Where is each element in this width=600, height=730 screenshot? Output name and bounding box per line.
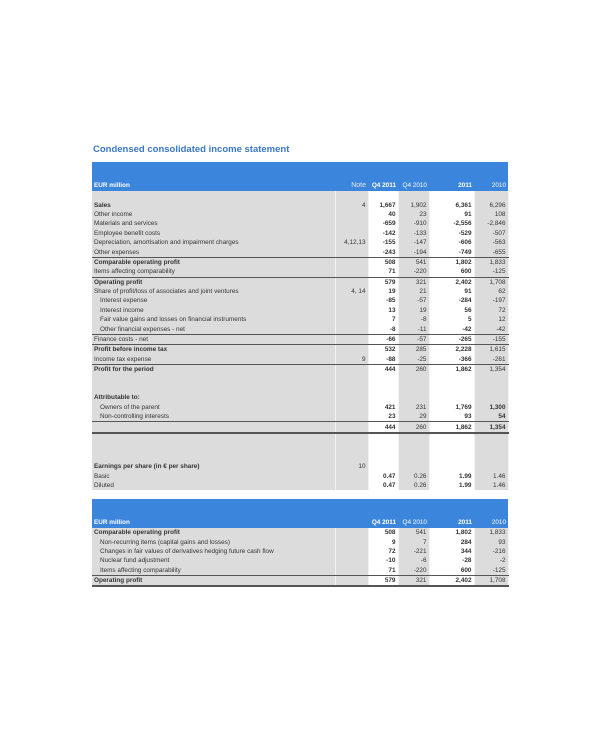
row-2010: 1,708 xyxy=(474,575,508,586)
row-note xyxy=(335,315,368,324)
row-note xyxy=(335,393,368,402)
row-note xyxy=(335,422,368,433)
row-label: Finance costs - net xyxy=(92,334,335,344)
table-row xyxy=(92,229,508,238)
header-q4-2010: Q4 2010 xyxy=(398,162,429,191)
row-2011: 1,862 xyxy=(429,365,474,375)
row-label: Employee benefit costs xyxy=(92,229,335,238)
row-q4-2010: -910 xyxy=(398,219,429,228)
header-2010: 2010 xyxy=(474,162,508,191)
row-label: Income tax expense xyxy=(92,355,335,365)
row-label: Profit for the period xyxy=(92,365,335,375)
row-q4-2010: -57 xyxy=(398,334,429,344)
row-2011: 344 xyxy=(429,547,474,556)
row-2011: -284 xyxy=(429,296,474,305)
table-row xyxy=(92,556,508,565)
row-note xyxy=(335,324,368,334)
header-q4-2010: Q4 2010 xyxy=(398,499,429,528)
row-2010: -197 xyxy=(474,296,508,305)
row-note xyxy=(335,210,368,219)
row-q4-2010: -57 xyxy=(398,296,429,305)
row-note xyxy=(335,412,368,422)
header-label: EUR million xyxy=(92,499,335,528)
row-q4-2011: 421 xyxy=(368,403,398,412)
row-q4-2011: -142 xyxy=(368,229,398,238)
row-q4-2011: 71 xyxy=(368,267,398,277)
row-q4-2011: -66 xyxy=(368,334,398,344)
row-label: Basic xyxy=(92,471,335,480)
row-q4-2011: -659 xyxy=(368,219,398,228)
row-label: Depreciation, amortisation and impairment charges xyxy=(92,238,335,247)
table-row xyxy=(92,324,508,334)
row-note xyxy=(335,334,368,344)
row-q4-2010: 7 xyxy=(398,537,429,546)
row-label: Other expenses xyxy=(92,247,335,257)
row-note xyxy=(335,247,368,257)
table-row xyxy=(92,334,508,344)
header-label: EUR million xyxy=(92,162,335,191)
row-2011 xyxy=(429,462,474,471)
row-note xyxy=(335,219,368,228)
header-note: Note xyxy=(335,162,368,191)
row-q4-2010: 321 xyxy=(398,277,429,287)
row-2011: 600 xyxy=(429,267,474,277)
row-2011: -42 xyxy=(429,324,474,334)
row-label: Attributable to: xyxy=(92,393,335,402)
row-q4-2011: -243 xyxy=(368,247,398,257)
row-label: Items affecting comparability xyxy=(92,267,335,277)
row-2010: -125 xyxy=(474,267,508,277)
row-2010: -2 xyxy=(474,556,508,565)
row-q4-2010: 231 xyxy=(398,403,429,412)
row-q4-2011 xyxy=(368,393,398,402)
row-q4-2010: 21 xyxy=(398,287,429,296)
table-row xyxy=(92,238,508,247)
row-q4-2011: -88 xyxy=(368,355,398,365)
row-2011: -2,556 xyxy=(429,219,474,228)
row-q4-2011: -155 xyxy=(368,238,398,247)
table-row xyxy=(92,247,508,257)
row-q4-2011: 40 xyxy=(368,210,398,219)
spacer-row xyxy=(92,384,508,393)
row-q4-2011: 0.47 xyxy=(368,471,398,480)
row-2011: 1,769 xyxy=(429,403,474,412)
table-row xyxy=(92,287,508,296)
row-q4-2010: -133 xyxy=(398,229,429,238)
row-q4-2010: 23 xyxy=(398,210,429,219)
row-2011: 1,862 xyxy=(429,422,474,433)
header-2011: 2011 xyxy=(429,162,474,191)
row-2010: 93 xyxy=(474,537,508,546)
row-2010: 1,615 xyxy=(474,345,508,355)
row-label: Owners of the parent xyxy=(92,403,335,412)
table-row xyxy=(92,306,508,315)
row-2010 xyxy=(474,462,508,471)
row-note xyxy=(335,306,368,315)
row-2011: -749 xyxy=(429,247,474,257)
row-q4-2011: 23 xyxy=(368,412,398,422)
row-2010: 62 xyxy=(474,287,508,296)
table-header-row xyxy=(92,162,508,191)
row-2010 xyxy=(474,393,508,402)
table-row xyxy=(92,575,508,586)
row-q4-2011: -10 xyxy=(368,556,398,565)
row-2011: 284 xyxy=(429,537,474,546)
row-label: Fair value gains and losses on financial instruments xyxy=(92,315,335,324)
row-2010: -2,846 xyxy=(474,219,508,228)
row-q4-2010: 541 xyxy=(398,257,429,267)
row-q4-2011: 444 xyxy=(368,365,398,375)
row-2011: 1,802 xyxy=(429,528,474,537)
row-q4-2011: 579 xyxy=(368,575,398,586)
row-q4-2010: 260 xyxy=(398,422,429,433)
row-q4-2011 xyxy=(368,462,398,471)
row-label: Interest income xyxy=(92,306,335,315)
table-row xyxy=(92,481,508,490)
row-note: 4,12,13 xyxy=(335,238,368,247)
row-2010: 1.46 xyxy=(474,471,508,480)
row-note: 4, 14 xyxy=(335,287,368,296)
row-q4-2011: 579 xyxy=(368,277,398,287)
table-row xyxy=(92,547,508,556)
row-note xyxy=(335,481,368,490)
row-note: 10 xyxy=(335,462,368,471)
row-q4-2011: 7 xyxy=(368,315,398,324)
row-2010: 1,708 xyxy=(474,277,508,287)
row-q4-2010: 19 xyxy=(398,306,429,315)
table-row xyxy=(92,537,508,546)
row-2011: -265 xyxy=(429,334,474,344)
row-label: Comparable operating profit xyxy=(92,257,335,267)
row-2011: 93 xyxy=(429,412,474,422)
row-note xyxy=(335,537,368,546)
row-2011: 91 xyxy=(429,210,474,219)
row-2011: 2,402 xyxy=(429,575,474,586)
row-2011: 2,228 xyxy=(429,345,474,355)
row-q4-2010: 0.26 xyxy=(398,471,429,480)
table-row xyxy=(92,393,508,402)
row-q4-2011: 0.47 xyxy=(368,481,398,490)
table-row xyxy=(92,471,508,480)
row-2010: -507 xyxy=(474,229,508,238)
row-note xyxy=(335,229,368,238)
row-q4-2011: -85 xyxy=(368,296,398,305)
row-2011: -28 xyxy=(429,556,474,565)
row-2011: 1.99 xyxy=(429,471,474,480)
header-2010: 2010 xyxy=(474,499,508,528)
row-label: Diluted xyxy=(92,481,335,490)
row-2011: 1,802 xyxy=(429,257,474,267)
row-q4-2011: 508 xyxy=(368,257,398,267)
row-2011: 5 xyxy=(429,315,474,324)
row-q4-2011: 72 xyxy=(368,547,398,556)
table-row xyxy=(92,315,508,324)
row-note xyxy=(335,403,368,412)
table-row xyxy=(92,412,508,422)
row-q4-2010: -147 xyxy=(398,238,429,247)
row-2011: -366 xyxy=(429,355,474,365)
table-row xyxy=(92,528,508,537)
row-q4-2011: 19 xyxy=(368,287,398,296)
row-2010: 72 xyxy=(474,306,508,315)
row-label: Share of profit/loss of associates and joint ventures xyxy=(92,287,335,296)
row-note xyxy=(335,471,368,480)
row-label: Items affecting comparability xyxy=(92,566,335,576)
row-note xyxy=(335,257,368,267)
spacer-row xyxy=(92,443,508,452)
row-q4-2011: 444 xyxy=(368,422,398,433)
table-row xyxy=(92,566,508,576)
row-q4-2010: 541 xyxy=(398,528,429,537)
row-note xyxy=(335,296,368,305)
row-2010: 1,354 xyxy=(474,365,508,375)
table-row xyxy=(92,257,508,267)
row-2011: -606 xyxy=(429,238,474,247)
header-note xyxy=(335,499,368,528)
row-2010: 12 xyxy=(474,315,508,324)
row-note xyxy=(335,277,368,287)
table-row xyxy=(92,462,508,471)
row-q4-2010: 260 xyxy=(398,365,429,375)
table-row xyxy=(92,355,508,365)
row-note xyxy=(335,267,368,277)
row-q4-2011: 508 xyxy=(368,528,398,537)
row-label: Sales xyxy=(92,200,335,209)
row-label: Other financial expenses - net xyxy=(92,324,335,334)
row-q4-2010: -221 xyxy=(398,547,429,556)
header-2011: 2011 xyxy=(429,499,474,528)
row-2011: 600 xyxy=(429,566,474,576)
table-row xyxy=(92,422,508,433)
row-2010: 1,354 xyxy=(474,422,508,433)
row-q4-2010: -220 xyxy=(398,267,429,277)
table-row xyxy=(92,267,508,277)
table-row xyxy=(92,219,508,228)
row-2010: -655 xyxy=(474,247,508,257)
row-q4-2011: 532 xyxy=(368,345,398,355)
row-label: Non-recurring items (capital gains and losses) xyxy=(92,537,335,546)
row-q4-2010: 321 xyxy=(398,575,429,586)
row-note xyxy=(335,556,368,565)
row-2011: 56 xyxy=(429,306,474,315)
row-q4-2011: 1,667 xyxy=(368,200,398,209)
row-2011: -529 xyxy=(429,229,474,238)
row-2010: -563 xyxy=(474,238,508,247)
row-q4-2010: 29 xyxy=(398,412,429,422)
row-label: Nuclear fund adjustment xyxy=(92,556,335,565)
table-row xyxy=(92,403,508,412)
row-label: Other income xyxy=(92,210,335,219)
row-note xyxy=(335,547,368,556)
row-q4-2011: 13 xyxy=(368,306,398,315)
row-q4-2010: -8 xyxy=(398,315,429,324)
table-row xyxy=(92,277,508,287)
row-2011: 6,361 xyxy=(429,200,474,209)
row-q4-2010: -194 xyxy=(398,247,429,257)
table-row xyxy=(92,200,508,209)
row-2011: 2,402 xyxy=(429,277,474,287)
row-q4-2010: 285 xyxy=(398,345,429,355)
row-2010: -42 xyxy=(474,324,508,334)
row-q4-2010 xyxy=(398,393,429,402)
header-q4-2011: Q4 2011 xyxy=(368,162,398,191)
row-2010: 1,833 xyxy=(474,528,508,537)
header-q4-2011: Q4 2011 xyxy=(368,499,398,528)
row-2010: -155 xyxy=(474,334,508,344)
row-label: Profit before income tax xyxy=(92,345,335,355)
row-q4-2010: -220 xyxy=(398,566,429,576)
spacer-row xyxy=(92,374,508,383)
row-label: Operating profit xyxy=(92,277,335,287)
row-2011: 91 xyxy=(429,287,474,296)
row-q4-2011: -8 xyxy=(368,324,398,334)
row-note xyxy=(335,528,368,537)
operating-profit-reconciliation-table xyxy=(92,499,509,587)
row-2010: -261 xyxy=(474,355,508,365)
table-row xyxy=(92,210,508,219)
row-2010: 54 xyxy=(474,412,508,422)
row-note xyxy=(335,365,368,375)
table-row xyxy=(92,345,508,355)
row-note: 9 xyxy=(335,355,368,365)
row-label: Changes in fair values of derivatives hedging future cash flow xyxy=(92,547,335,556)
row-2010: -125 xyxy=(474,566,508,576)
row-2010: 108 xyxy=(474,210,508,219)
income-statement-table xyxy=(92,162,509,490)
row-label: Non-controlling interests xyxy=(92,412,335,422)
row-2010: 1,300 xyxy=(474,403,508,412)
row-note xyxy=(335,345,368,355)
row-label: Earnings per share (in € per share) xyxy=(92,462,335,471)
row-label xyxy=(92,422,335,433)
row-label: Interest expense xyxy=(92,296,335,305)
row-2010: 1,833 xyxy=(474,257,508,267)
row-q4-2010 xyxy=(398,462,429,471)
spacer-row xyxy=(92,191,508,200)
row-q4-2010: 0.26 xyxy=(398,481,429,490)
table-header-row xyxy=(92,499,508,528)
row-2010: 6,296 xyxy=(474,200,508,209)
row-q4-2011: 9 xyxy=(368,537,398,546)
row-q4-2010: -25 xyxy=(398,355,429,365)
row-q4-2010: -11 xyxy=(398,324,429,334)
row-note xyxy=(335,566,368,576)
row-label: Operating profit xyxy=(92,575,335,586)
table-row xyxy=(92,365,508,375)
row-2011: 1.99 xyxy=(429,481,474,490)
row-label: Materials and services xyxy=(92,219,335,228)
row-label: Comparable operating profit xyxy=(92,528,335,537)
spacer-row xyxy=(92,433,508,443)
row-note: 4 xyxy=(335,200,368,209)
row-2011 xyxy=(429,393,474,402)
row-q4-2010: 1,902 xyxy=(398,200,429,209)
row-2010: 1.46 xyxy=(474,481,508,490)
statement-title: Condensed consolidated income statement xyxy=(93,144,290,155)
table-row xyxy=(92,296,508,305)
row-note xyxy=(335,575,368,586)
spacer-row xyxy=(92,453,508,462)
row-q4-2010: -6 xyxy=(398,556,429,565)
row-2010: -216 xyxy=(474,547,508,556)
row-q4-2011: 71 xyxy=(368,566,398,576)
